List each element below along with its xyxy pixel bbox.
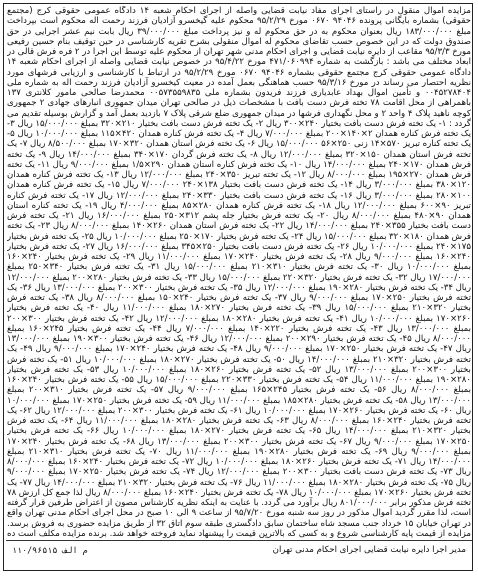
notice-body: مزایده اموال منقول در راستای اجرای مفاد نیابت قضایی واصله از اجرای احکام شعبه ۱۴ دادگاه عمومی حقوقی کرج (مجتمع حقوقی) بشماره بایگانی پرونده ۹۴۰۴۶ ۰۶۷۰ مورخ ۹۵/۲/۲۹ محکوم علیه گیخسرو آزادیان فرزند رحمت اله محکوم است بپرداخت مبلغ ۱۸۳/۰۰۰/۰۰۰ ریال بعنوان محکوم به در حق محکوم له و نیز پرداخت مبلغ ۳۹/۰۰۰/۰۰۰ ریال بابت نیم عشر اجرایی در حق صندوق دولت که در این خصوص حسب تقاضای محکوم له اموال منقولی بشرح تقریه کارشناسی در حین توقیف بنام حسین رفیعی مورخ ۹۵/۳/۳ مقاعب از دایره نیابت قضایی و اجرای احکام مدنی شهر تهران از محکوم علیه توسط این اجرا در ۲ فره فرش قالی در ابعاد مختلف می باشد : بازگشت به شماره ۴۷۱/۰۶۰۹۹۴ مورخ ۹۵/۴/۲۲ در خصوص نیابت قضایی واصله از اجرای احکام شعبه ۱۴ دادگاه عمومی حقوقی کرج مجتمع حقوقی بشماره ۹۴۰۴۶ ۰۶۷۰ مورخ ۹۵/۲/۲۹ در ارتباط با کارشناسی و ارزیابی فرشهای مورد نظریه احتصار می رساند در مورخ ۹۵/۳/۱۶ حسب هماهنگی بعمل آمده در معیت کیخسرو آزادیان فرزند رحمت اله به شماره ملی ۰۰۴۵۲۷۸۴۰۴ و تأمین اموال بهداد عابدیاری فرزند فریدون بشماره ملی ۰۰۵۷۳۵۵۹۸۳۵ محمدرضا صالحی مامور کلانتری ۱۳۷ باهمراهی از محل اقامت ۷۸ تخته فرش دست بافت با مشخصات ذیل در صالحی تهران میدان جمهوری انبارهای جهادی ۲ جمهوری کوچه ناهید پلاک ۴ واحد ۲ و محل نگهداری فرشها در میدان جمهوری ضلع شرقی پلاک ۷ بازدید بعمل آمد و گزارش بوسیله تقدیم می گردد : ۱- یک تخته فرش دست بافت بختیار ۲۴۰×۳۰۰ ریال ۲- یک تخته فرش دست بافت بختیار ۲۱۰×۳۲۰ بمبلغ ۱۵/۰۰۰/۰۰۰ ریال ۳- یک تخته فرش کناره همدان ۲×۱۴۰×۲۰۰ بمبلغ ۷/۰۰۰/۰۰۰ ریال ۴- یک تخته فرش کناره همدان ۴۲۰×۱۱۵ بمبلغ ۱۰/۰۰۰/۰۰۰ ریال ۵- یک تخته کناره تبریز ۵۷۰×۱۴ زنی ۲۵۰×۵۶ ۱۵/۰۰۰/۰۰۰ ریال ۶- یک تخته فرش استان همدان ۳۲۰×۱۷۰ بمبلغ ۸/۵۰۰/۰۰۰ ریال ۷- یک تخته فرش استان همدان ۱۵۰×۳۲۰ بمبلغ ۱۲/۰۰۰/۰۰۰ ریال ۸- یک تخته فرش گردان ۱۷۰×۳۴۰ بمبلغ ۱۴/۰۰۰/۰۰۰ ریال ۹- یک تخته فرش همدان ۱۷۰×۲۴۰ بمبلغ ۱۴/۰۰۰/۰۰۰ ریال ۱۰- یک تخته فرش کناره استان همدان ۲۹۰×۱/۵ بمبلغ ۹/۰۰۰/۰۰۰ ریال ۱۱- یک تخته فرش همدان ۲۷۰×۱۹۵ بمبلغ ۸/۰۰۰/۰۰۰ ریال ۱۲- یک تخته تبریز ۳۵۰×۲۴۰ بمبلغ ۱۲/۰۰۰/۰۰۰ ریال ۱۳- یک تخته فرش کناره همدان ۱۲۰×۳۸۰ بمبلغ ۳/۰۰۰/۰۰۰ ریال ۱۴- یک تخته فرش دست بافت بختیار ۱۳۸×۲۴۰ ۷/۰۰۰/۰۰۰ ریال ۱۵- یک تخته فرش کناره همدان ۱۰۰×۲۸۰ بمبلغ ۳/۰۰۰/۰۰۰ ریال ۱۶- یک تخته فرش دست بافت بختیار ۳۳۰×۲۴۰ بمبلغ ۱۲/۰۰۰/۰۰۰ ریال ۱۷- یک تخته فرش کناره تبریز ۹۰×۶۰۰ بمبلغ ۱۲/۰۰۰/۰۰۰ ریال ۱۸- یک تخته فرش کناره همدان ۲۸۰×۸۵ بمبلغ ۴/۰۰۰/۰۰۰ ریال ۱۹- یک تخته کناره استان همدان ۹۰×۴۸۰ بمبلغ ۸/۰۰۰/۰۰۰ ریال ۲۰- یک تخته فرش بختیار جله پشم ۳۱۲×۲۵۰ بمبلغ ۱۶/۰۰۰/۰۰۰ ریال ۲۱- یک تخته فرش دست بافت بختیار ۳۵۵×۲۴۰ بمبلغ ۱۴/۰۰۰/۰۰۰ ریال ۲۲- یک تخته فرش استان همدان ۲۶۰×۱۴۰ بمبلغ ۸/۰۰۰/۰۰۰ ریال ۲۳- یک تخته فرش همدان ۱۸۰×۳۲۰ بمبلغ ۱۵/۰۰۰/۰۰۰ ریال ۲۴- یک تخته فرش بختیار ۱۷۰×۲۵۰ بمبلغ ۱۰/۰۰۰/۰۰۰ ریال ۲۵- یک تخته فرش بختیار ۱۷۵×۲۴۰ بمبلغ ۱۰/۰۰۰/۰۰۰ ریال ۲۶- یک تخته فرش دست بافت بختیار ۲۵۰×۳۴۵ بمبلغ ۱۶/۰۰۰/۰۰۰ ریال ۲۷- یک تخته فرش بختیار ۲۴۰×۱۶۰ بمبلغ ۹/۰۰۰/۰۰۰ ریال ۲۸- یک تخته فرش بختیار ۲۴۰×۱۷۰ بمبلغ ۱۱/۰۰۰/۰۰۰ ریال ۲۹- یک تخته فرش بختیار ۲۴۰×۱۶۰ بمبلغ ۱۰/۰۰۰/۰۰۰ ریال ۳۰- یک تخته فرش بختیار ۳۱۰×۲۱۰ بمبلغ ۱۵/۰۰۰/۰۰۰ ریال ۳۱- یک تخته فرش بختیار ۳۴۰×۲۵۰ بمبلغ ۱۷/۰۰۰/۰۰۰ ریال ۳۲- یک تخته فرش بختیار ۳۲۰×۲۲۰ بمبلغ ۱۵/۰۰۰/۰۰۰ ریال ۳۳- یک تخته فرش بختیار ۲۸۰×۲۰۰ بمبلغ ۱۲/۰۰۰/۰۰۰ ریال ۳۴- یک تخته فرش بختیار ۲۸۰×۱۹۰ بمبلغ ۱۲/۰۰۰/۰۰۰ ریال ۳۵- یک تخته فرش بختیار ۳۰۰×۲۰۰ بمبلغ ۱۳/۰۰۰/۰۰۰ ریال ۳۶- یک تخته فرش بختیار ۲۵۰×۱۷۰ بمبلغ ۹/۰۰۰/۰۰۰ ریال ۳۷- یک تخته فرش بختیار ۲۴۰×۱۵۰ بمبلغ ۸/۰۰۰/۰۰۰ ریال ۳۸- یک تخته فرش بختیار ۳۲۰×۲۱۰ بمبلغ ۱۵/۰۰۰/۰۰۰ ریال ۳۹- یک تخته فرش بختیار ۲۷۰×۱۸۰ بمبلغ ۱۱/۰۰۰/۰۰۰ ریال ۴۰- یک تخته فرش بختیار ۲۶۰×۱۷۰ بمبلغ ۱۰/۰۰۰/۰۰۰ ریال ۴۱- یک تخته فرش بختیار ۲۸۰×۱۸۰ بمبلغ ۱۲/۰۰۰/۰۰۰ ریال ۴۲- یک تخته فرش بختیار ۳۰۰×۲۰۰ بمبلغ ۱۳/۰۰۰/۰۰۰ ریال ۴۳- یک تخته فرش بختیار ۲۲۰×۱۴۰ بمبلغ ۷/۰۰۰/۰۰۰ ریال ۴۴- یک تخته فرش بختیار ۲۴۵×۱۶۰ بمبلغ ۸/۰۰۰/۰۰۰ ریال ۴۵- یک تخته فرش بختیار ۲۹۰×۲۰۰ بمبلغ ۱۲/۰۰۰/۰۰۰ ریال ۴۶- یک تخته فرش بختیار ۳۰۰×۱۹۰ بمبلغ ۱۳/۰۰۰/۰۰۰ ریال ۴۷- یک تخته فرش بختیار ۲۵۰×۱۷۰ بمبلغ ۹/۰۰۰/۰۰۰ ریال ۴۸- یک تخته فرش بختیار ۲۴۰×۱۷۰ بمبلغ ۹/۰۰۰/۰۰۰ ریال ۴۹- یک تخته فرش بختیار ۳۲۰×۲۱۰ بمبلغ ۱۴/۰۰۰/۰۰۰ ریال ۵۰- یک تخته فرش بختیار ۲۷۰×۱۸۰ بمبلغ ۱۰/۰۰۰/۰۰۰ ریال ۵۱- یک تخته فرش بختیار ۳۰۰×۲۰۰ بمبلغ ۱۳/۰۰۰/۰۰۰ ریال ۵۲- یک تخته فرش بختیار ۲۶۰×۱۸۰ بمبلغ ۱۰/۰۰۰/۰۰۰ ریال ۵۳- یک تخته فرش بختیار ۲۸۰×۱۹۰ بمبلغ ۱۱/۰۰۰/۰۰۰ ریال ۵۴- یک تخته فرش بختیار ۳۳۰×۲۲۰ بمبلغ ۱۵/۰۰۰/۰۰۰ ریال ۵۵- یک تخته فرش بختیار ۲۴۰×۱۶۰ بمبلغ ۸/۰۰۰/۰۰۰ ریال ۵۶- یک تخته فرش بختیار ۲۴۵×۱۶۵ بمبلغ ۹/۰۰۰/۰۰۰ ریال ۵۷- یک تخته فرش بختیار ۳۱۰×۲۰۰ بمبلغ ۱۳/۰۰۰/۰۰۰ ریال ۵۸- یک تخته فرش بختیار ۲۸۰×۱۸۵ بمبلغ ۱۱/۰۰۰/۰۰۰ ریال ۵۹- یک تخته فرش بختیار ۲۵۰×۱۷۰ بمبلغ ۱۰/۰۰۰/۰۰۰ ریال ۶۰- یک تخته فرش بختیار ۲۶۰×۱۷۰ بمبلغ ۱۰/۰۰۰/۰۰۰ ریال ۶۱- یک تخته فرش بختیار ۳۰۰×۲۰۰ بمبلغ ۱۲/۰۰۰/۰۰۰ ریال ۶۲- یک تخته فرش بختیار ۲۴۰×۱۶۰ بمبلغ ۸/۰۰۰/۰۰۰ ریال ۶۳- یک تخته فرش بختیار ۲۸۰×۱۸۰ بمبلغ ۱۱/۰۰۰/۰۰۰ ریال ۶۴- یک تخته فرش بختیار ۳۲۰×۲۱۰ بمبلغ ۱۴/۰۰۰/۰۰۰ ریال ۶۵- یک تخته فرش بختیار ۲۷۰×۱۸۰ بمبلغ ۱۰/۰۰۰/۰۰۰ ریال ۶۶- یک تخته فرش بختیار ۲۵۰×۱۷۰ بمبلغ ۹/۰۰۰/۰۰۰ ریال ۶۷- یک تخته فرش بختیار ۳۰۰×۲۰۰ بمبلغ ۱۳/۰۰۰/۰۰۰ ریال ۶۸- یک تخته فرش بختیار ۲۴۰×۱۷۰ بمبلغ ۹/۰۰۰/۰۰۰ ریال ۶۹- یک تخته فرش بختیار ۲۸۰×۱۹۰ بمبلغ ۱۱/۰۰۰/۰۰۰ ریال ۷۰- یک تخته فرش بختیار ۳۱۰×۲۱۰ بمبلغ ۱۴/۰۰۰/۰۰۰ ریال ۷۱- یک تخته فرش بختیار ۲۶۰×۱۸۰ بمبلغ ۱۰/۰۰۰/۰۰۰ ریال ۷۲- یک تخته فرش بختیار ۲۴۰×۱۶۰ بمبلغ ۸/۰۰۰/۰۰۰ ریال ۷۳- یک تخته فرش دست بافت بختیار ۳۰۰×۲۰۰ بمبلغ ۱۲/۰۰۰/۰۰۰ ریال ۷۴- یک تخته فرش بختیار ۲۵۰×۱۷۰ بمبلغ ۹/۰۰۰/۰۰۰ ریال ۷۵- یک تخته فرش بختیار ۲۸۰×۱۸۰ بمبلغ ۱۱/۰۰۰/۰۰۰ ریال ۷۶- یک تخته فرش بختیار ۳۲۰×۲۱۰ بمبلغ ۱۴/۰۰۰/۰۰۰ ریال ۷۷- یک تخته فرش بختیار ۲۶۰×۱۷۰ بمبلغ ۱۰/۰۰۰/۰۰۰ ریال ۷۸- یک تخته فرش بختیار ۲۴۰×۱۶۰ بمبلغ ۸/۰۰۰/۰۰۰ ریال لذا جمع کل ارزش ۷۸ تخته فرش مذکور برابر ۸۰۱/۰۰۰/۰۰۰ ریال برآورد می گردد. با عنایت به اینکه نظریه کارشناس مصون از اعتراض طرفین قرار گرفته است، لذا مقرر گردید اموال مذکور در روز سه شنبه مورخ ۹۵/۷/۲۰ از ساعت ۹ الی ۱۰ صبح در محل اجرای احکام مدنی تهران واقع در تهران خیابان ۱۵ خرداد جنب مسجد شاه ساختمان سابق دادگستری طبقه سوم اتاق ۳۲ از طریق مزایده حضوری به فروش برسد. مزایده از قیمت پایه کارشناسی شروع و به کسی که بالاترین قیمت را پیشنهاد نماید فروخته خواهد شد. برنده مزایده مکلف است ده	[7, 6, 471, 538]
footer-divider	[6, 540, 472, 541]
reference-code: ۱۱۰/۹۶۵۱۵ م الف	[12, 545, 88, 555]
signature-line: مدیر اجرا دایره نیابت قضایی اجرای احکام مدنی تهران	[272, 545, 466, 555]
